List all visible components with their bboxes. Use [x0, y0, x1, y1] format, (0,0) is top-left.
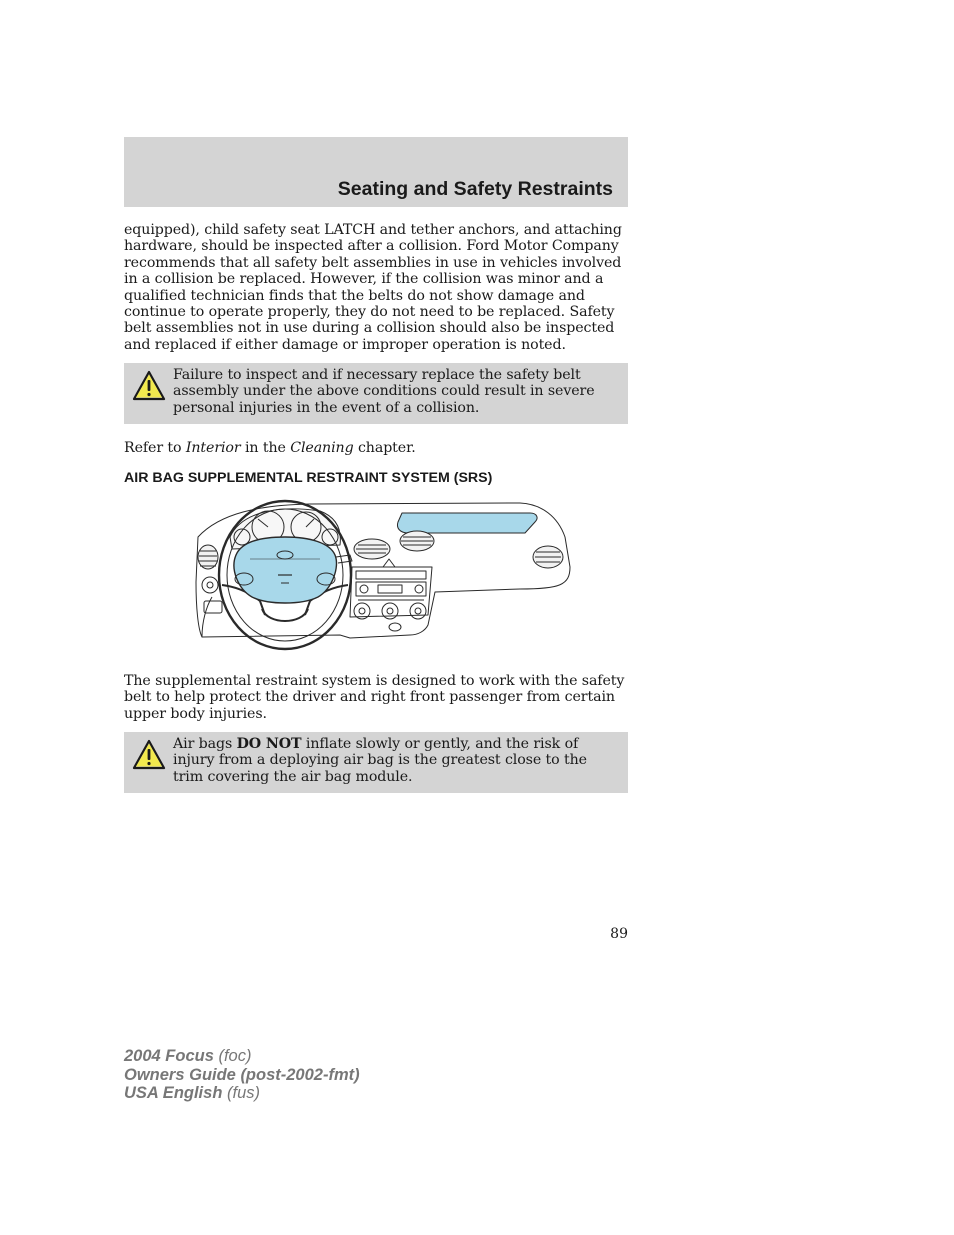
warning-triangle-icon	[131, 738, 167, 772]
page-title: Seating and Safety Restraints	[337, 178, 613, 200]
refer-interior-link[interactable]: Interior	[185, 440, 241, 456]
footer-model-code: (foc)	[213, 1047, 252, 1065]
warning-box-1	[124, 363, 628, 424]
refer-line	[124, 440, 628, 456]
footer	[124, 1047, 360, 1103]
footer-line-1	[124, 1047, 360, 1066]
page-number: 89	[610, 926, 628, 942]
refer-middle: in the	[240, 440, 291, 456]
refer-suffix: chapter.	[353, 440, 416, 456]
footer-model: 2004 Focus	[124, 1047, 214, 1065]
warning-2-text-bold: DO NOT	[236, 736, 302, 752]
refer-cleaning-link[interactable]: Cleaning	[290, 440, 354, 456]
footer-guide: Owners Guide (post-2002-fmt)	[124, 1065, 360, 1084]
dashboard-airbag-illustration	[190, 497, 572, 657]
warning-2-text-before: Air bags	[173, 736, 237, 752]
footer-line-3	[124, 1084, 360, 1103]
warning-2-text-after: inflate slowly or gently, and the risk of injury from a deploying air bag is the greatest close to the trim covering the air bag module.	[173, 736, 587, 785]
header-band	[124, 137, 628, 207]
srs-paragraph: The supplemental restraint system is designed to work with the safety belt to help protect the driver and right front passenger from certain upper body injuries.	[124, 673, 625, 722]
intro-paragraph: equipped), child safety seat LATCH and tether anchors, and attaching hardware, should be inspected after a collision. Ford Motor Company recommends that all safety belt assemblies in use in vehicles involved in a collision be replaced. However, if the collision was minor and a qualified technician finds that the belts do not show damage and continue to operate properly, they do not need to be replaced. Safety belt assemblies not in use during a collision should also be inspected and replaced if either damage or improper operation is noted.	[124, 222, 622, 353]
warning-box-2	[124, 732, 628, 793]
warning-triangle-icon	[131, 369, 167, 403]
footer-line-2	[124, 1066, 360, 1085]
footer-language: USA English	[124, 1084, 223, 1102]
warning-1-text: Failure to inspect and if necessary replace the safety belt assembly under the above conditions could result in severe personal injuries in the event of a collision.	[173, 367, 595, 416]
refer-prefix: Refer to	[124, 440, 186, 456]
footer-language-code: (fus)	[222, 1084, 260, 1102]
section-heading: AIR BAG SUPPLEMENTAL RESTRAINT SYSTEM (SRS)	[124, 470, 493, 486]
